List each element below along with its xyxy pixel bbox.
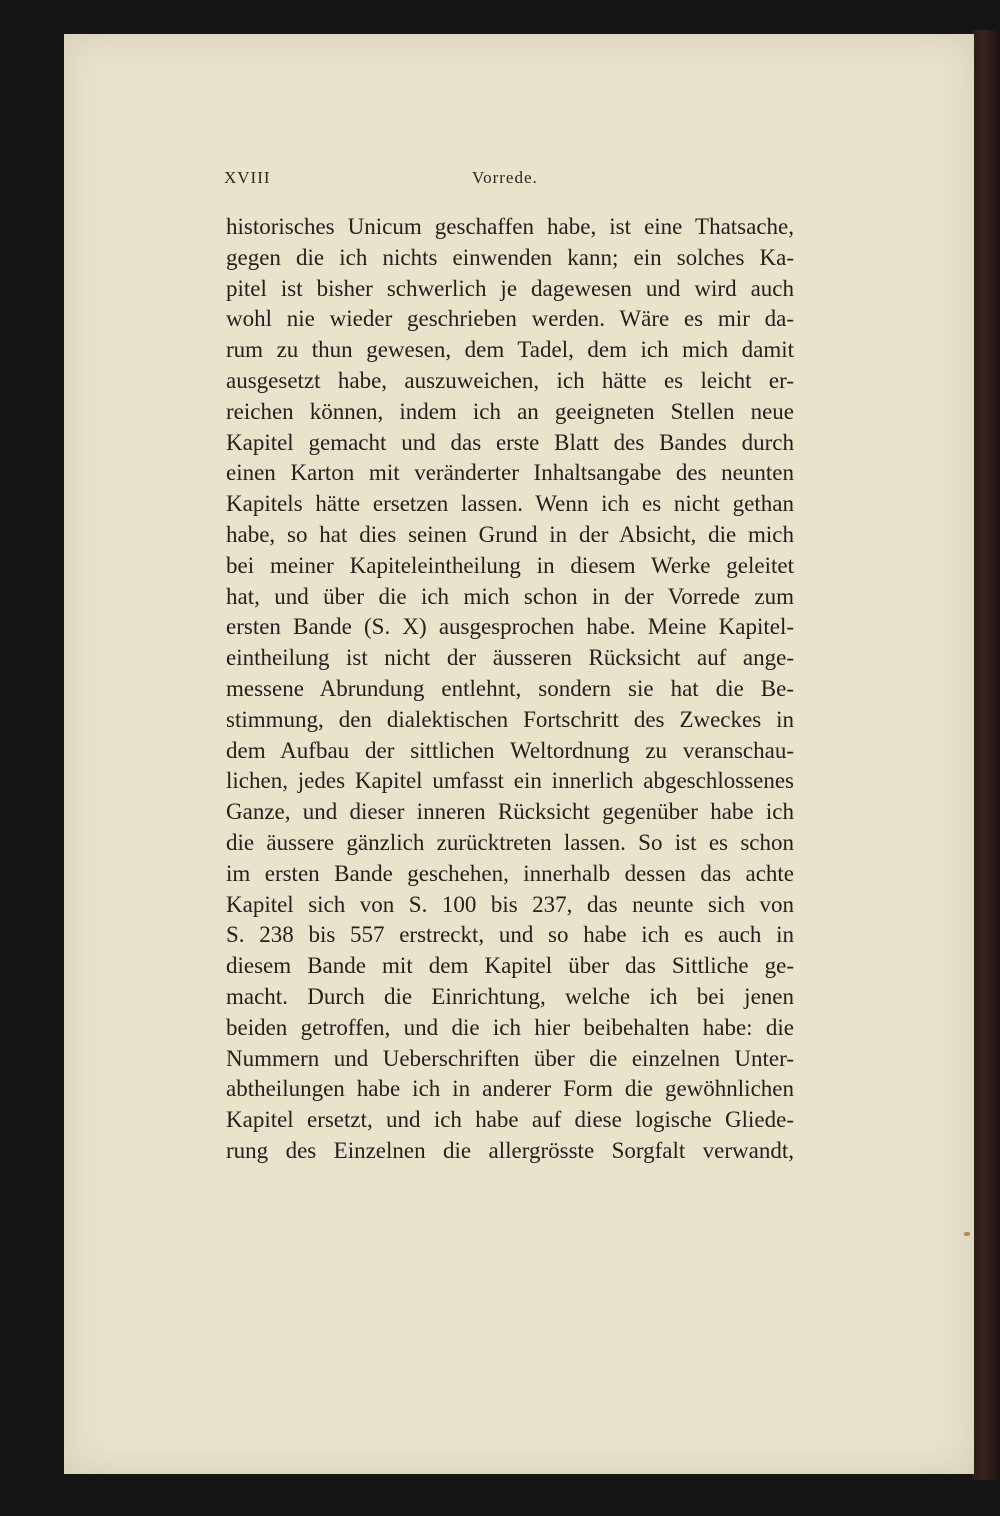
paper-spot-mark (964, 1232, 970, 1236)
running-title: Vorrede. (472, 168, 538, 187)
text-line: ausgesetzt habe, auszuweichen, ich hätte es leicht er- (226, 367, 794, 393)
text-line: ersten Bande (S. X) ausgesprochen habe. Meine Kapitel- (226, 614, 794, 640)
text-line: rung des Einzelnen die allergrösste Sorgfalt verwandt, (226, 1137, 794, 1163)
text-line: abtheilungen habe ich in anderer Form die gewöhnlichen (226, 1076, 794, 1102)
text-line: Kapitel ersetzt, und ich habe auf diese logische Gliede- (226, 1107, 794, 1133)
text-line: pitel ist bisher schwerlich je dagewesen und wird auch (226, 275, 794, 301)
text-line: historisches Unicum geschaffen habe, ist eine Thatsache, (226, 214, 794, 239)
body-text (226, 212, 794, 1167)
text-line: einen Karton mit veränderter Inhaltsangabe des neunten (226, 460, 794, 486)
page-number: XVIII (224, 168, 271, 187)
text-line: reichen können, indem ich an geeigneten Stellen neue (226, 398, 794, 424)
text-line: hat, und über die ich mich schon in der Vorrede zum (226, 583, 794, 609)
book-binding-edge (972, 30, 1000, 1480)
text-line: eintheilung ist nicht der äusseren Rücksicht auf ange- (226, 645, 794, 671)
text-line: bei meiner Kapiteleintheilung in diesem Werke geleitet (226, 552, 794, 578)
text-line: Kapitels hätte ersetzen lassen. Wenn ich es nicht gethan (226, 491, 794, 517)
text-line: rum zu thun gewesen, dem Tadel, dem ich mich damit (226, 337, 794, 363)
text-line: die äussere gänzlich zurücktreten lassen. So ist es schon (226, 829, 794, 855)
text-line: lichen, jedes Kapitel umfasst ein innerlich abgeschlossenes (226, 768, 794, 794)
text-line: diesem Bande mit dem Kapitel über das Sittliche ge- (226, 953, 794, 979)
text-line: S. 238 bis 557 erstreckt, und so habe ich es auch in (226, 922, 794, 948)
text-line: macht. Durch die Einrichtung, welche ich bei jenen (226, 983, 794, 1009)
text-line: habe, so hat dies seinen Grund in der Absicht, die mich (226, 521, 794, 547)
text-line: Kapitel sich von S. 100 bis 237, das neunte sich von (226, 891, 794, 917)
text-line: stimmung, den dialektischen Fortschritt des Zweckes in (226, 706, 794, 732)
text-line: messene Abrundung entlehnt, sondern sie hat die Be- (226, 675, 794, 701)
text-line: wohl nie wieder geschrieben werden. Wäre es mir da- (226, 306, 794, 332)
text-line: gegen die ich nichts einwenden kann; ein solches Ka- (226, 244, 794, 270)
text-line: Kapitel gemacht und das erste Blatt des Bandes durch (226, 429, 794, 455)
page-header (224, 168, 794, 192)
text-line: Nummern und Ueberschriften über die einzelnen Unter- (226, 1045, 794, 1071)
text-line: beiden getroffen, und die ich hier beibehalten habe: die (226, 1014, 794, 1040)
text-line: Ganze, und dieser inneren Rücksicht gegenüber habe ich (226, 799, 794, 825)
text-line: dem Aufbau der sittlichen Weltordnung zu veranschau- (226, 737, 794, 763)
text-line: im ersten Bande geschehen, innerhalb dessen das achte (226, 860, 794, 886)
